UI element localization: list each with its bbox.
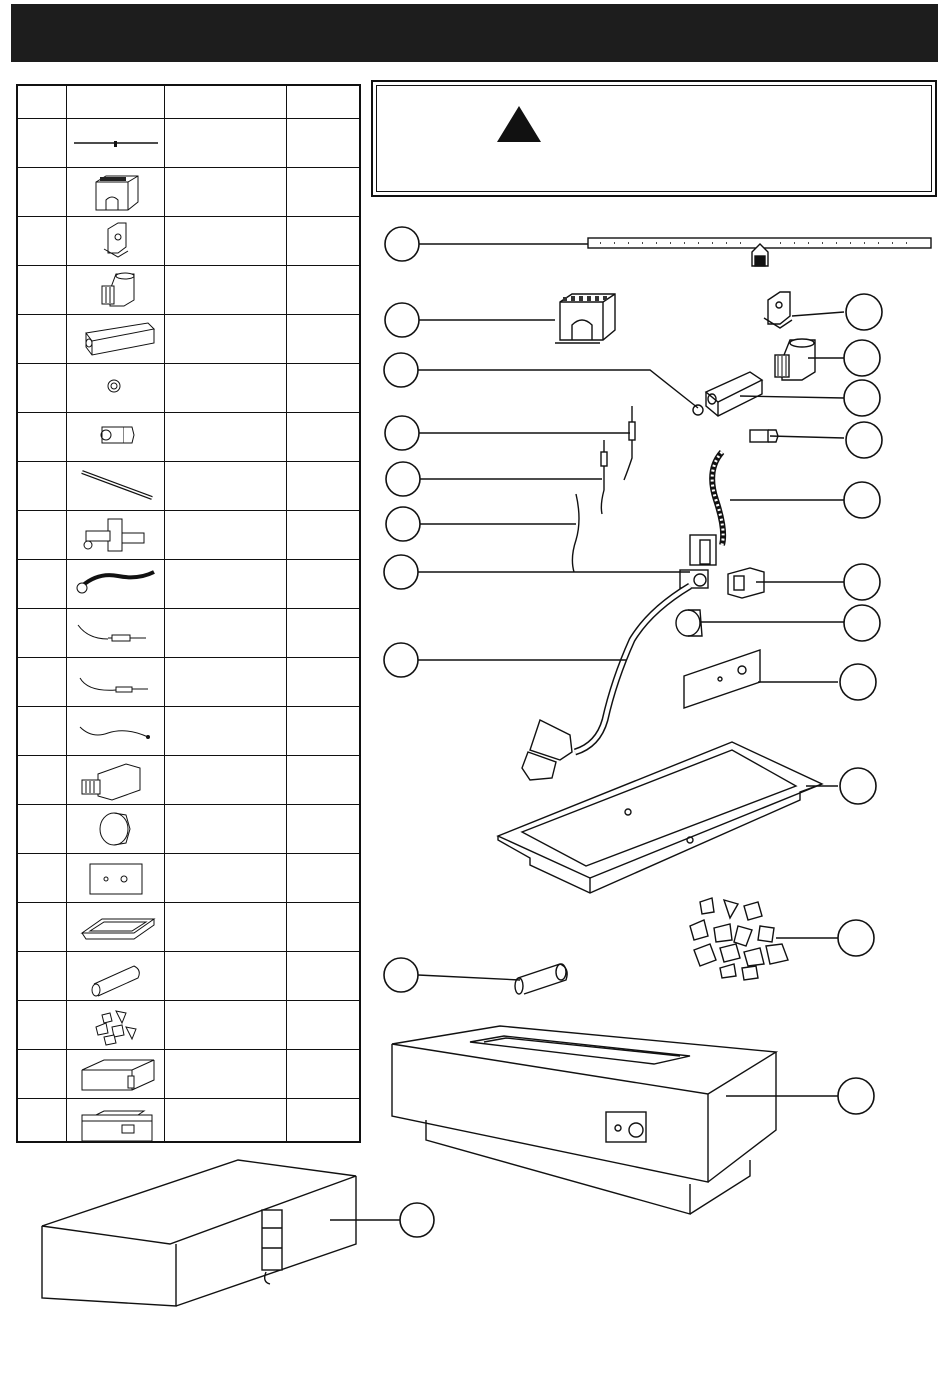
- callouts: [384, 227, 882, 1237]
- ignition-cover-drawing: [555, 294, 615, 343]
- callout-circle: [385, 303, 419, 337]
- callout-circle: [846, 294, 882, 330]
- gas-hose-drawing: [522, 586, 690, 780]
- callout-circle: [838, 920, 874, 956]
- air-mixer-tube-drawing: [515, 964, 567, 994]
- callout-circle: [840, 664, 876, 700]
- callout-circle: [384, 643, 418, 677]
- callout-circle: [840, 768, 876, 804]
- callout-circle: [386, 507, 420, 541]
- gas-valve-drawing: [680, 535, 716, 588]
- wires-drawing: [572, 406, 635, 572]
- callout-circle: [838, 1078, 874, 1114]
- spark-ignitor-drawing: [728, 568, 764, 598]
- callout-circle: [384, 958, 418, 992]
- callout-circle: [844, 482, 880, 518]
- cover-drawing: [42, 1160, 356, 1306]
- burner-bar-drawing: [588, 238, 931, 266]
- callout-circle: [386, 462, 420, 496]
- callout-circle: [400, 1203, 434, 1237]
- callout-circle: [844, 380, 880, 416]
- callout-circle: [384, 555, 418, 589]
- knob-drawing: [676, 610, 702, 636]
- callout-circle: [844, 605, 880, 641]
- callout-circle: [846, 422, 882, 458]
- hex-connector-drawing: [706, 372, 762, 416]
- elbow-drawing: [775, 339, 815, 380]
- callout-circle: [385, 227, 419, 261]
- control-plate-drawing: [684, 650, 760, 708]
- callout-circle: [844, 564, 880, 600]
- flex-hose-drawing: [712, 452, 723, 545]
- callout-circle: [385, 416, 419, 450]
- small-nut-drawing: [693, 405, 703, 415]
- bracket-drawing: [764, 292, 792, 328]
- fire-glass-drawing: [690, 898, 788, 980]
- fire-table-drawing: [392, 1026, 776, 1214]
- callout-circle: [844, 340, 880, 376]
- callout-circle: [384, 353, 418, 387]
